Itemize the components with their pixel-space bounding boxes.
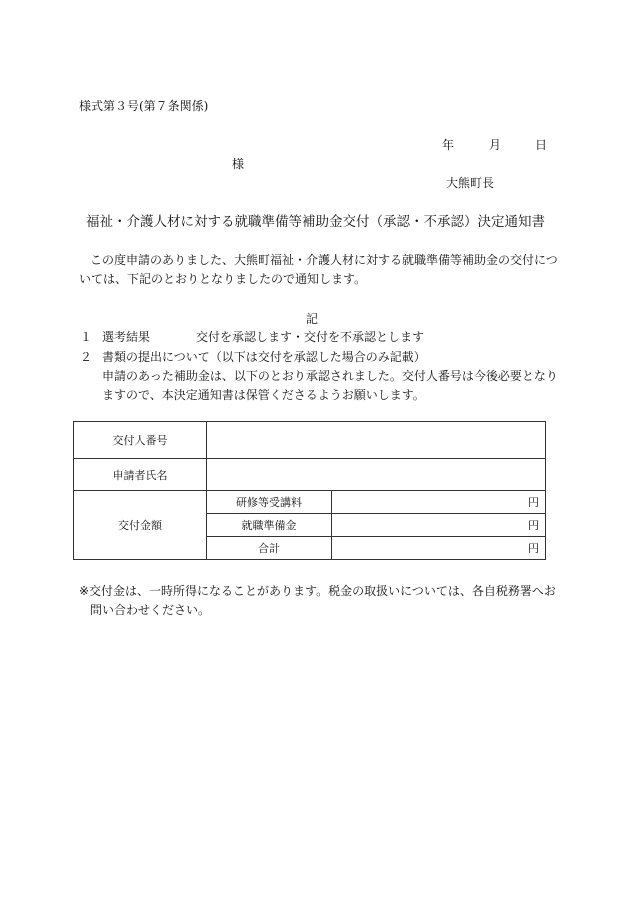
addressee-suffix: 様 [232,157,245,171]
training-fee-amount[interactable]: 円 [332,491,546,514]
date-year-label: 年 [442,138,455,152]
form-number: 様式第３号(第７条関係) [79,99,209,113]
item2-line-2: ますので、本決定通知書は保管くださるようお願いします。 [102,388,425,402]
amount-label: 交付金額 [74,491,207,560]
recipient-number-label: 交付人番号 [74,422,207,459]
preparation-fund-label: 就職準備金 [207,514,332,537]
recipient-number-field[interactable] [207,422,546,459]
info-table [73,421,546,560]
date-month-label: 月 [489,138,502,152]
item1-label: 選考結果 [102,330,151,344]
item1-number: １ [80,330,93,344]
note-line-2: 問い合わせください。 [90,603,211,617]
total-label: 合計 [207,537,332,560]
total-amount[interactable]: 円 [332,537,546,560]
note-line-1: ※交付金は、一時所得になることがあります。税金の取扱いについては、各自税務署へお [79,584,556,598]
item2-number: ２ [80,350,93,364]
recipient-number-row [74,422,546,459]
applicant-name-label: 申請者氏名 [74,459,207,491]
item1-value: 交付を承認します・交付を不承認とします [196,330,425,344]
intro-line-1: この度申請のありました、大熊町福祉・介護人材に対する就職準備等補助金の交付につ [90,253,558,267]
item2-label: 書類の提出について（以下は交付を承認した場合のみ記載） [102,350,426,364]
intro-line-2: いては、下記のとおりとなりましたので通知します。 [79,272,367,286]
training-fee-label: 研修等受講料 [207,491,332,514]
ki-heading: 記 [306,312,319,326]
preparation-fund-amount[interactable]: 円 [332,514,546,537]
item2-line-1: 申請のあった補助金は、以下のとおり承認されました。交付人番号は今後必要となり [102,369,558,383]
date-day-label: 日 [535,138,548,152]
applicant-name-field[interactable] [207,459,546,491]
issuer-name: 大熊町長 [446,176,495,190]
amount-row-training [74,491,546,514]
document-title: 福祉・介護人材に対する就職準備等補助金交付（承認・不承認）決定通知書 [86,214,545,230]
applicant-name-row [74,459,546,491]
